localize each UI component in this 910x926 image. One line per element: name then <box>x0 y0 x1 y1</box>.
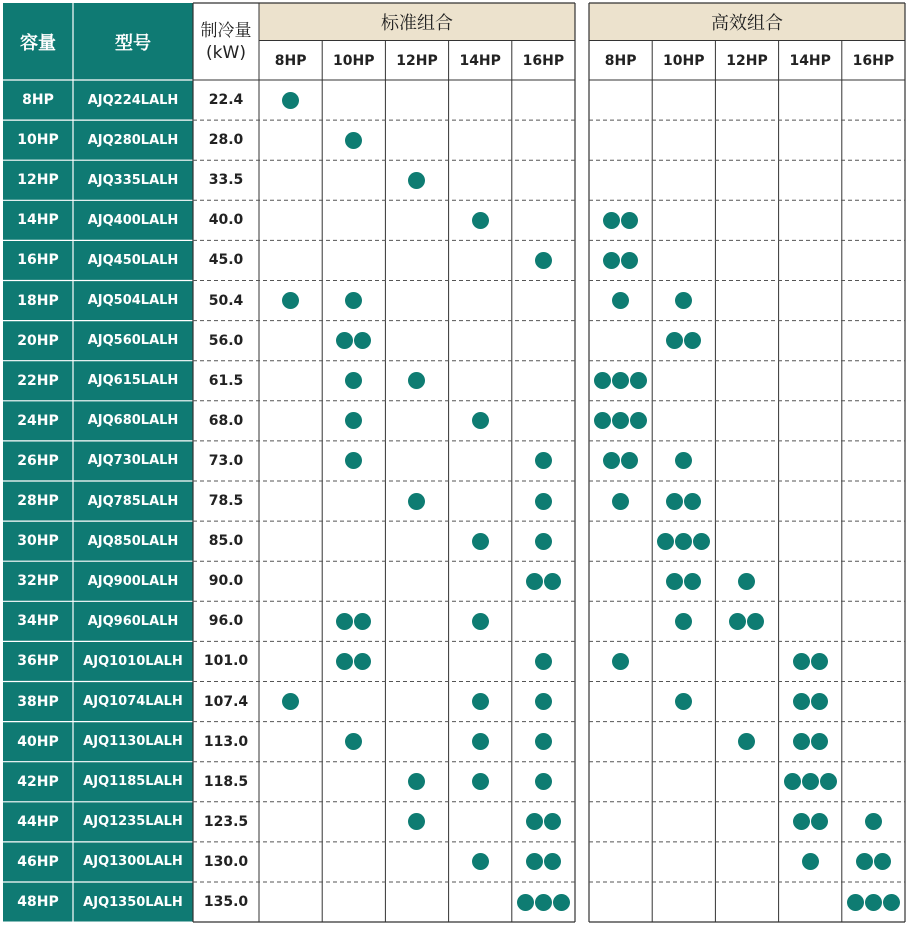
row-cooling-kw: 40.0 <box>208 212 244 229</box>
efficient-column-header-8hp: 8HP <box>604 52 637 69</box>
standard-combination-cell <box>322 722 385 762</box>
standard-combination-cell <box>512 842 575 882</box>
standard-combination-cell <box>385 481 448 521</box>
module-dot-icon <box>847 894 864 911</box>
module-dot-icon <box>472 212 489 229</box>
module-dot-icon <box>666 332 683 349</box>
module-dot-icon <box>684 493 701 510</box>
module-dot-icon <box>517 894 534 911</box>
module-dot-icon <box>282 292 299 309</box>
header-model: 型号 <box>115 32 151 54</box>
header-cooling-unit: (kW) <box>206 42 246 63</box>
module-dot-icon <box>472 773 489 790</box>
module-dot-icon <box>612 412 629 429</box>
row-capacity: 32HP <box>17 573 59 590</box>
module-dot-icon <box>612 292 629 309</box>
module-dot-icon <box>603 212 620 229</box>
row-cooling-kw: 68.0 <box>208 412 244 429</box>
standard-combination-cell <box>322 441 385 481</box>
standard-combination-cell <box>449 682 512 722</box>
standard-combination-cell <box>512 521 575 561</box>
row-model: AJQ785LALH <box>87 493 179 509</box>
module-dot-icon <box>336 653 353 670</box>
efficient-column-header-12hp: 12HP <box>726 52 768 69</box>
efficient-combination-cell <box>779 762 842 802</box>
standard-combination-cell <box>322 641 385 681</box>
standard-combination-cell <box>385 361 448 401</box>
efficient-combination-cell <box>779 682 842 722</box>
standard-combination-cell <box>385 802 448 842</box>
row-cooling-kw: 33.5 <box>208 172 244 189</box>
module-dot-icon <box>535 693 552 710</box>
row-capacity: 24HP <box>17 412 59 429</box>
module-dot-icon <box>612 372 629 389</box>
row-model: AJQ900LALH <box>87 573 179 589</box>
module-dot-icon <box>793 693 810 710</box>
standard-combination-cell <box>512 441 575 481</box>
module-dot-icon <box>472 613 489 630</box>
efficient-combination-cell <box>589 361 652 401</box>
module-dot-icon <box>603 452 620 469</box>
module-dot-icon <box>544 853 561 870</box>
efficient-combination-cell <box>842 842 905 882</box>
standard-combination-cell <box>512 682 575 722</box>
header-cooling-label: 制冷量 <box>200 20 252 41</box>
standard-combination-cell <box>512 481 575 521</box>
standard-column-header-14hp: 14HP <box>459 52 501 69</box>
module-dot-icon <box>784 773 801 790</box>
module-dot-icon <box>594 372 611 389</box>
row-model: AJQ504LALH <box>87 293 179 309</box>
module-dot-icon <box>883 894 900 911</box>
efficient-combination-cell <box>715 722 778 762</box>
module-dot-icon <box>675 292 692 309</box>
row-cooling-kw: 45.0 <box>208 252 244 269</box>
row-model: AJQ450LALH <box>87 252 179 268</box>
row-cooling-kw: 118.5 <box>203 773 249 790</box>
module-dot-icon <box>526 813 543 830</box>
header-efficient-group: 高效组合 <box>589 3 905 41</box>
row-cooling-kw: 78.5 <box>208 493 244 510</box>
efficient-combination-cell <box>652 321 715 361</box>
module-dot-icon <box>472 853 489 870</box>
module-dot-icon <box>612 653 629 670</box>
module-dot-icon <box>729 613 746 630</box>
header-cooling-capacity <box>193 3 259 80</box>
module-dot-icon <box>603 252 620 269</box>
row-cooling-kw: 28.0 <box>208 132 244 149</box>
standard-column-header-16hp: 16HP <box>522 52 565 69</box>
module-dot-icon <box>535 493 552 510</box>
row-capacity: 42HP <box>17 773 59 790</box>
module-dot-icon <box>345 132 362 149</box>
row-model: AJQ960LALH <box>87 613 179 629</box>
module-dot-icon <box>865 894 882 911</box>
standard-combination-cell <box>322 361 385 401</box>
module-dot-icon <box>811 813 828 830</box>
module-dot-icon <box>282 92 299 109</box>
module-dot-icon <box>856 853 873 870</box>
standard-combination-cell <box>322 321 385 361</box>
module-dot-icon <box>594 412 611 429</box>
standard-combination-cell <box>512 641 575 681</box>
row-capacity: 44HP <box>17 813 59 830</box>
row-capacity: 16HP <box>17 252 59 269</box>
row-cooling-kw: 130.0 <box>203 853 249 870</box>
row-capacity: 12HP <box>17 172 59 189</box>
module-dot-icon <box>408 493 425 510</box>
header-capacity: 容量 <box>20 32 56 54</box>
row-capacity: 38HP <box>17 693 59 710</box>
efficient-combination-cell <box>652 441 715 481</box>
efficient-combination-cell <box>779 722 842 762</box>
module-dot-icon <box>630 412 647 429</box>
row-cooling-kw: 73.0 <box>208 452 244 469</box>
row-model: AJQ1235LALH <box>83 814 183 830</box>
row-capacity: 20HP <box>17 332 59 349</box>
row-cooling-kw: 96.0 <box>208 613 244 630</box>
header-standard-group: 标准组合 <box>259 3 575 41</box>
row-cooling-kw: 90.0 <box>208 573 244 590</box>
row-cooling-kw: 135.0 <box>203 894 249 911</box>
standard-combination-cell <box>512 722 575 762</box>
efficient-combination-cell <box>652 561 715 601</box>
module-dot-icon <box>535 252 552 269</box>
module-dot-icon <box>472 412 489 429</box>
standard-combination-cell <box>322 120 385 160</box>
standard-combination-cell <box>449 521 512 561</box>
efficient-combination-cell <box>652 682 715 722</box>
module-dot-icon <box>544 573 561 590</box>
module-dot-icon <box>874 853 891 870</box>
row-capacity: 40HP <box>17 733 59 750</box>
standard-combination-cell <box>259 682 322 722</box>
module-dot-icon <box>336 613 353 630</box>
module-dot-icon <box>282 693 299 710</box>
standard-column-header-8hp: 8HP <box>274 52 307 69</box>
module-dot-icon <box>738 733 755 750</box>
standard-combination-cell <box>449 200 512 240</box>
module-dot-icon <box>526 573 543 590</box>
efficient-combination-cell <box>779 842 842 882</box>
row-model: AJQ1074LALH <box>83 694 183 710</box>
row-capacity: 34HP <box>17 613 59 630</box>
module-dot-icon <box>738 573 755 590</box>
standard-combination-cell <box>449 601 512 641</box>
module-dot-icon <box>666 573 683 590</box>
module-dot-icon <box>675 452 692 469</box>
module-dot-icon <box>802 853 819 870</box>
module-dot-icon <box>621 452 638 469</box>
row-cooling-kw: 22.4 <box>208 92 244 109</box>
efficient-column-header-14hp: 14HP <box>789 52 831 69</box>
row-cooling-kw: 56.0 <box>208 332 244 349</box>
row-model: AJQ1010LALH <box>83 653 183 669</box>
row-capacity: 22HP <box>17 372 59 389</box>
module-dot-icon <box>675 613 692 630</box>
module-dot-icon <box>811 653 828 670</box>
row-cooling-kw: 50.4 <box>208 292 244 309</box>
row-capacity: 8HP <box>22 92 54 109</box>
module-dot-icon <box>820 773 837 790</box>
module-dot-icon <box>535 452 552 469</box>
module-dot-icon <box>865 813 882 830</box>
standard-combination-cell <box>449 842 512 882</box>
standard-combination-cell <box>259 281 322 321</box>
module-dot-icon <box>811 693 828 710</box>
standard-combination-cell <box>449 722 512 762</box>
row-capacity: 14HP <box>17 212 59 229</box>
module-dot-icon <box>345 292 362 309</box>
efficient-combination-cell <box>715 601 778 641</box>
module-dot-icon <box>693 533 710 550</box>
row-model: AJQ280LALH <box>87 132 179 148</box>
row-model: AJQ1185LALH <box>83 774 183 790</box>
row-cooling-kw: 113.0 <box>203 733 249 750</box>
module-dot-icon <box>793 733 810 750</box>
module-dot-icon <box>544 813 561 830</box>
module-dot-icon <box>535 894 552 911</box>
row-capacity: 48HP <box>17 894 59 911</box>
row-model: AJQ615LALH <box>87 373 179 389</box>
standard-combination-cell <box>385 762 448 802</box>
standard-combination-cell <box>512 802 575 842</box>
module-dot-icon <box>408 172 425 189</box>
module-dot-icon <box>345 452 362 469</box>
row-model: AJQ335LALH <box>87 172 179 188</box>
efficient-combination-cell <box>652 601 715 641</box>
standard-combination-cell <box>512 561 575 601</box>
module-dot-icon <box>526 853 543 870</box>
module-dot-icon <box>621 212 638 229</box>
module-dot-icon <box>535 733 552 750</box>
efficient-combination-cell <box>589 481 652 521</box>
efficient-combination-cell <box>589 200 652 240</box>
efficient-combination-cell <box>589 281 652 321</box>
module-dot-icon <box>408 813 425 830</box>
row-model: AJQ560LALH <box>87 333 179 349</box>
row-capacity: 28HP <box>17 493 59 510</box>
row-cooling-kw: 101.0 <box>203 653 249 670</box>
standard-combination-cell <box>512 882 575 922</box>
efficient-combination-cell <box>589 401 652 441</box>
efficient-combination-cell <box>779 802 842 842</box>
row-model: AJQ1130LALH <box>83 734 183 750</box>
efficient-combination-cell <box>779 641 842 681</box>
standard-combination-cell <box>512 240 575 280</box>
efficient-combination-cell <box>652 481 715 521</box>
row-model: AJQ730LALH <box>87 453 179 469</box>
module-dot-icon <box>408 372 425 389</box>
row-model: AJQ1350LALH <box>83 894 183 910</box>
row-capacity: 10HP <box>17 132 59 149</box>
standard-combination-cell <box>449 762 512 802</box>
module-dot-icon <box>793 813 810 830</box>
module-dot-icon <box>472 533 489 550</box>
row-model: AJQ400LALH <box>87 212 179 228</box>
module-dot-icon <box>345 412 362 429</box>
efficient-combination-cell <box>842 802 905 842</box>
efficient-combination-cell <box>589 441 652 481</box>
efficient-combination-cell <box>589 641 652 681</box>
module-dot-icon <box>535 533 552 550</box>
row-cooling-kw: 107.4 <box>203 693 249 710</box>
module-dot-icon <box>811 733 828 750</box>
standard-combination-cell <box>259 80 322 120</box>
row-model: AJQ850LALH <box>87 533 179 549</box>
module-dot-icon <box>684 332 701 349</box>
module-dot-icon <box>657 533 674 550</box>
efficient-column-header-16hp: 16HP <box>852 52 895 69</box>
module-dot-icon <box>747 613 764 630</box>
efficient-combination-cell <box>589 240 652 280</box>
module-dot-icon <box>553 894 570 911</box>
row-cooling-kw: 85.0 <box>208 533 244 550</box>
efficient-combination-cell <box>652 521 715 561</box>
module-dot-icon <box>612 493 629 510</box>
row-model: AJQ224LALH <box>87 92 179 108</box>
module-dot-icon <box>666 493 683 510</box>
module-dot-icon <box>793 653 810 670</box>
row-capacity: 30HP <box>17 533 59 550</box>
module-dot-icon <box>684 573 701 590</box>
module-dot-icon <box>675 533 692 550</box>
efficient-combination-cell <box>842 882 905 922</box>
module-dot-icon <box>630 372 647 389</box>
row-model: AJQ680LALH <box>87 413 179 429</box>
standard-combination-cell <box>512 762 575 802</box>
module-dot-icon <box>354 613 371 630</box>
efficient-combination-cell <box>652 281 715 321</box>
row-capacity: 46HP <box>17 853 59 870</box>
module-dot-icon <box>621 252 638 269</box>
module-dot-icon <box>354 653 371 670</box>
module-dot-icon <box>354 332 371 349</box>
module-dot-icon <box>472 733 489 750</box>
standard-combination-cell <box>322 281 385 321</box>
module-dot-icon <box>535 653 552 670</box>
standard-column-header-10hp: 10HP <box>333 52 375 69</box>
module-dot-icon <box>345 372 362 389</box>
module-dot-icon <box>535 773 552 790</box>
row-model: AJQ1300LALH <box>83 854 183 870</box>
module-dot-icon <box>802 773 819 790</box>
standard-combination-cell <box>449 401 512 441</box>
efficient-combination-cell <box>715 561 778 601</box>
standard-combination-cell <box>322 601 385 641</box>
row-capacity: 26HP <box>17 452 59 469</box>
module-dot-icon <box>472 693 489 710</box>
module-dot-icon <box>345 733 362 750</box>
row-cooling-kw: 61.5 <box>208 372 244 389</box>
module-dot-icon <box>675 693 692 710</box>
module-dot-icon <box>408 773 425 790</box>
standard-combination-cell <box>385 160 448 200</box>
row-cooling-kw: 123.5 <box>203 813 249 830</box>
row-capacity: 36HP <box>17 653 59 670</box>
row-capacity: 18HP <box>17 292 59 309</box>
efficient-column-header-10hp: 10HP <box>663 52 705 69</box>
module-dot-icon <box>336 332 353 349</box>
standard-column-header-12hp: 12HP <box>396 52 438 69</box>
standard-combination-cell <box>322 401 385 441</box>
